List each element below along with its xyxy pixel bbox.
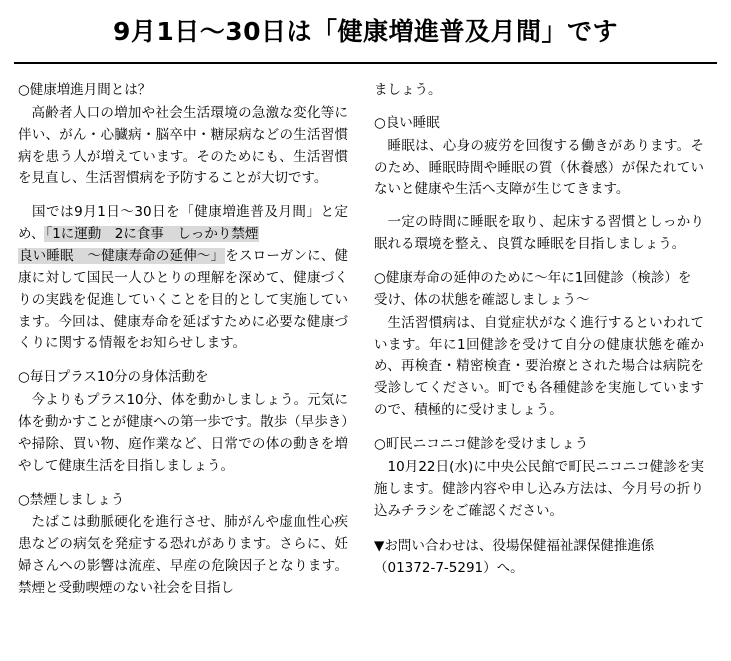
section-body-sleep-2: 一定の時間に睡眠を取り、起床する習慣としっかり眠れる環境を整え、良質な睡眠を目指しましょう。 [374, 214, 704, 253]
section-body-checkup: 生活習慣病は、自覚症状がなく進行するといわれています。年に1回健診を受けて自分の健康状態を確かめ、再検査・精密検査・要治療とされた場合は病院を受診してください。町でも各種健診を実施していますので、積極的に受けましょう。 [374, 314, 704, 419]
page-title [0, 0, 731, 56]
section-body-niconico: 10月22日(水)に中央公民館で町民ニコニコ健診を実施します。健診内容や申し込み方法は、今月号の折り込みチラシをご確認ください。 [374, 458, 704, 519]
slogan-tail: をスローガンに、健康に対して国民一人ひとりの理解を深めて、健康づくりの実践を促進していくことを目的として実施しています。今回は、健康寿命を延ばすために必要な健康づくりに関する情報をお知らせします。 [18, 248, 349, 352]
contact-block [374, 536, 704, 580]
section-body-sleep-1: 睡眠は、心身の疲労を回復する働きがあります。そのため、睡眠時間や睡眠の質（休養感）が保たれていないと健康や生活へ支障が生じてきます。 [374, 137, 704, 198]
right-column [374, 80, 704, 612]
contact-line-1: ▼お問い合わせは、役場保健福祉課保健推進係 [374, 538, 655, 555]
slogan-lead: 国では9月1日〜30日を「健康増進普及月間」と定め、 [18, 204, 348, 243]
section-heading-sleep: ○良い睡眠 [374, 114, 440, 131]
section-body-what-is: 高齢者人口の増加や社会生活環境の急激な変化等に伴い、がん・心臓病・脳卒中・糖尿病などの生活習慣病を患う人が増えています。そのためにも、生活習慣を見直し、生活習慣病を予防することが大切です。 [18, 104, 348, 187]
article-columns [0, 64, 731, 612]
left-column [18, 80, 348, 612]
contact-line-2: （01372-7-5291）へ。 [374, 560, 524, 577]
section-heading-checkup: ○健康寿命の延伸のために〜年に1回健診（検診）を受け、体の状態を確認しましょう〜 [374, 270, 692, 308]
slogan-highlight-line1: 「1に運動 2に食事 しっかり禁煙 [45, 226, 259, 243]
section-body-slogan [18, 202, 348, 355]
section-body-nosmoking: たばこは動脈硬化を進行させ、肺がんや虚血性心疾患などの病気を発症する恐れがあります。さらに、妊婦さんへの影響は流産、早産の危険因子となります。禁煙と受動喫煙のない社会を目指し [18, 514, 348, 597]
section-body-activity: 今よりもプラス10分、体を動かしましょう。元気に体を動かすことが健康への第一歩です。散歩（早歩き）や掃除、買い物、庭作業など、日常での体の動きを増やして健康生活を目指しましょう。 [18, 392, 348, 474]
section-heading-niconico: ○町民ニコニコ健診を受けましょう [374, 436, 589, 453]
page-title-text: 9月1日〜30日は「健康増進普及月間」です [112, 17, 619, 46]
slogan-highlight-line2: 良い睡眠 〜健康寿命の延伸〜」 [19, 248, 225, 265]
section-heading-nosmoking: ○禁煙しましょう [18, 491, 125, 508]
section-heading-what-is: ○健康増進月間とは？ [18, 82, 152, 98]
right-column-lead: ましょう。 [374, 82, 442, 98]
section-heading-activity: ○毎日プラス10分の身体活動を [18, 369, 209, 386]
